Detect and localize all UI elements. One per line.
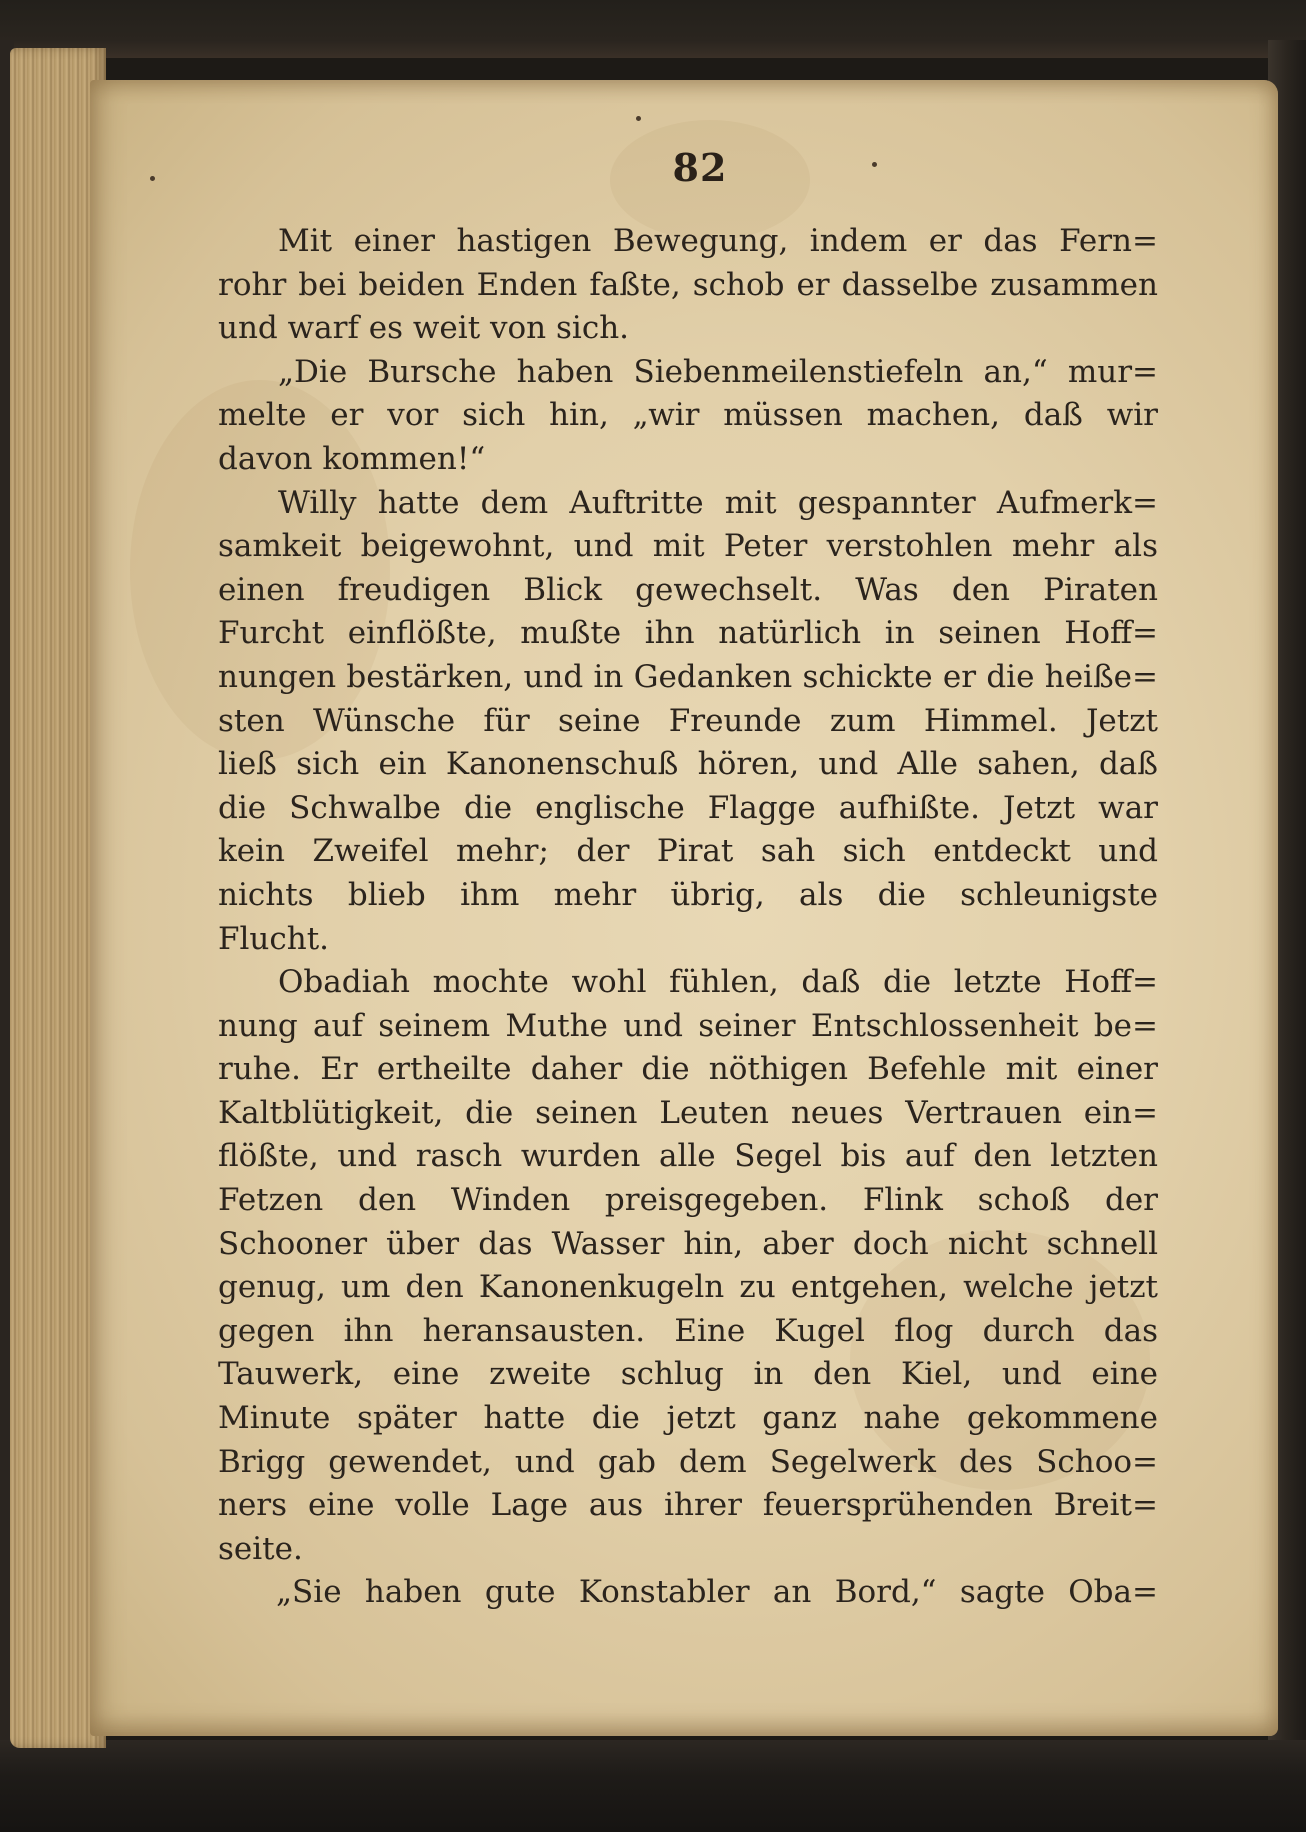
text-line: „Die Bursche haben Siebenmeilenstiefeln an,“ mur= (278, 353, 1158, 390)
paragraph (218, 1571, 1158, 1615)
text-line: ließ sich ein Kanonenschuß hören, und Alle sahen, daß (218, 746, 1158, 783)
text-line: genug, um den Kanonenkugeln zu entgehen, welche jetzt (218, 1269, 1158, 1306)
text-line: nungen bestärken, und in Gedanken schickte er die heiße= (218, 658, 1158, 695)
text-line: Kaltblütigkeit, die seinen Leuten neues Vertrauen ein= (218, 1094, 1158, 1131)
text-line: Mit einer hastigen Bewegung, indem er das Fern= (278, 223, 1158, 259)
text-line: seite. (218, 1530, 303, 1567)
text-line: die Schwalbe die englische Flagge aufhißte. Jetzt war (218, 789, 1158, 826)
paragraph (218, 220, 1158, 351)
text-line: Schooner über das Wasser hin, aber doch nicht schnell (218, 1225, 1158, 1262)
text-line: ners eine volle Lage aus ihrer feuersprühenden Breit= (218, 1487, 1158, 1524)
text-line: und warf es weit von sich. (218, 310, 630, 347)
text-line: melte er vor sich hin, „wir müssen machen, daß wir (218, 397, 1158, 434)
text-line: Flucht. (218, 920, 330, 957)
text-line: Obadiah mochte wohl fühlen, daß die letzte Hoff= (278, 964, 1158, 1001)
text-line: Furcht einflößte, mußte ihn natürlich in seinen Hoff= (218, 615, 1158, 652)
text-line: kein Zweifel mehr; der Pirat sah sich entdeckt und (218, 833, 1158, 870)
book-page (90, 80, 1278, 1736)
text-line: Tauwerk, eine zweite schlug in den Kiel, und eine (218, 1356, 1158, 1393)
text-line: samkeit beigewohnt, und mit Peter verstohlen mehr als (218, 528, 1158, 565)
text-line: Brigg gewendet, und gab dem Segelwerk des Schoo= (218, 1443, 1158, 1480)
text-line: Willy hatte dem Auftritte mit gespannter Aufmerk= (278, 484, 1158, 521)
book-cover-top-edge (0, 0, 1306, 58)
print-speck (636, 116, 641, 121)
text-line: Minute später hatte die jetzt ganz nahe gekommene (218, 1400, 1158, 1437)
body-text (218, 220, 1158, 1615)
text-line: flößte, und rasch wurden alle Segel bis auf den letzten (218, 1138, 1158, 1175)
text-line: davon kommen!“ (218, 440, 486, 477)
text-line: nichts blieb ihm mehr übrig, als die schleunigste (218, 876, 1158, 913)
text-line: ruhe. Er ertheilte daher die nöthigen Befehle mit einer (218, 1051, 1158, 1088)
text-line: „Sie haben gute Konstabler an Bord,“ sagte Oba= (276, 1574, 1158, 1611)
paragraph (218, 961, 1158, 1571)
text-line: sten Wünsche für seine Freunde zum Himmel. Jetzt (218, 702, 1158, 739)
book-cover-bottom-edge (0, 1740, 1306, 1832)
text-line: einen freudigen Blick gewechselt. Was den Piraten (218, 571, 1158, 608)
text-line: Fetzen den Winden preisgegeben. Flink schoß der (218, 1182, 1158, 1219)
paragraph (218, 351, 1158, 482)
text-line: nung auf seinem Muthe und seiner Entschlossenheit be= (218, 1007, 1158, 1044)
text-line: gegen ihn heransausten. Eine Kugel flog durch das (218, 1312, 1158, 1349)
paragraph (218, 482, 1158, 962)
text-line: rohr bei beiden Enden faßte, schob er dasselbe zusammen (218, 266, 1158, 303)
page-number: 82 (672, 145, 728, 190)
